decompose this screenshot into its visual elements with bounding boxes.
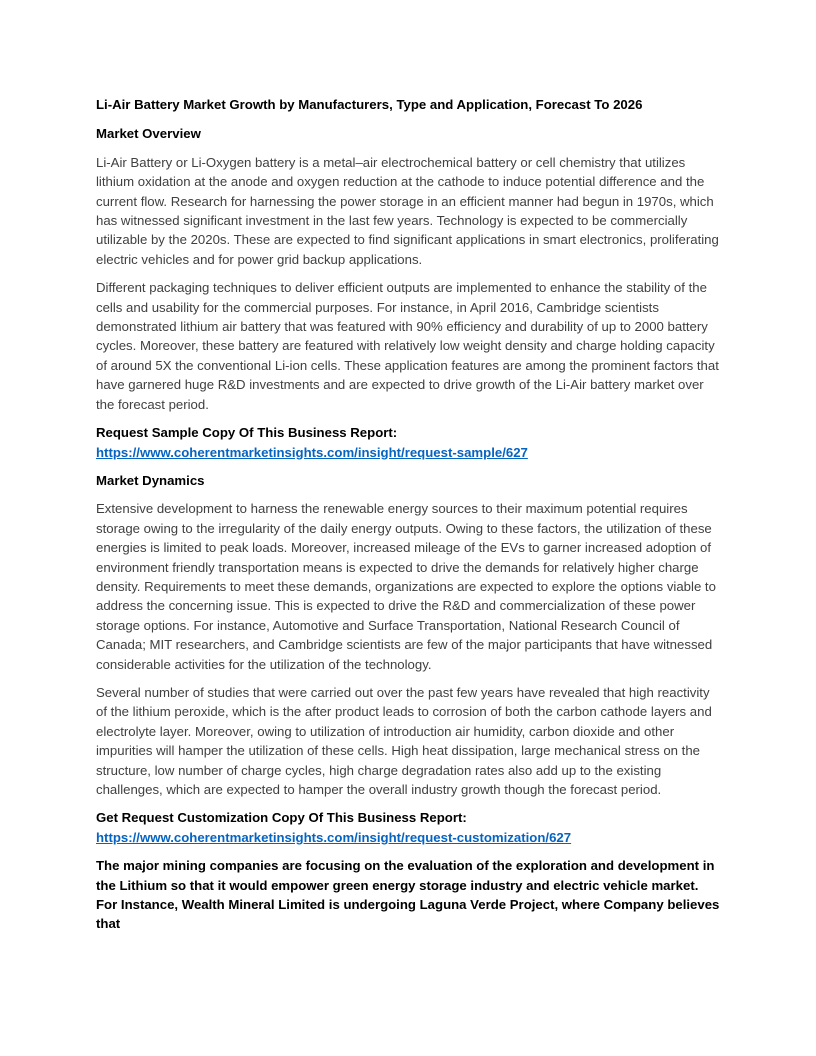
overview-paragraph-1: Li-Air Battery or Li-Oxygen battery is a metal–air electrochemical battery or cell chemistry that utilizes lithium oxidation at the anode and oxygen reduction at the cathode to induce potential difference and the current flow. Research for harnessing the power storage in an efficient manner had begun in 1970s, which has witnessed significant investment in the last few years. Technology is expected to be commercially utilizable by the 2020s. These are expected to find significant applications in smart electronics, proliferating electric vehicles and for power grid backup applications. — [96, 154, 719, 267]
market-overview-heading: Market Overview — [96, 126, 201, 142]
dynamics-paragraph-2: Several number of studies that were carried out over the past few years have revealed that high reactivity of the lithium peroxide, which is the after product leads to corrosion of both the carbon cathode layers and electrolyte layer. Moreover, owing to utilization of introduction air humidity, carbon dioxide and other impurities will hamper the utilization of these cells. High heat dissipation, large mechanical stress on the structure, low number of charge cycles, high charge degradation rates also add up to the existing challenges, which are expected to hamper the overall industry growth though the forecast period. — [96, 684, 712, 797]
request-sample-link[interactable]: https://www.coherentmarketinsights.com/insight/request-sample/627 — [96, 444, 528, 460]
document-title: Li-Air Battery Market Growth by Manufacturers, Type and Application, Forecast To 2026 — [96, 97, 643, 112]
closing-paragraph: The major mining companies are focusing on the evaluation of the exploration and development in the Lithium so that it would empower green energy storage industry and electric vehicle market. For Instance, Wealth Mineral Limited is undergoing Laguna Verde Project, where Company believes that — [96, 858, 720, 932]
market-dynamics-heading: Market Dynamics — [96, 472, 205, 488]
overview-paragraph-2: Different packaging techniques to deliver efficient outputs are implemented to enhance the stability of the cells and usability for the commercial purposes. For instance, in April 2016, Cambridge scientists demonstrated lithium air battery that was featured with 90% efficiency and durability of up to 2000 battery cycles. Moreover, these battery are featured with relatively low weight density and charge holding capacity of around 5X the conventional Li-ion cells. These application features are among the prominent factors that have garnered huge R&D investments and are expected to drive growth of the Li-Air battery market over the forecast period. — [96, 280, 719, 412]
request-sample-block — [96, 423, 722, 462]
dynamics-paragraph-1: Extensive development to harness the renewable energy sources to their maximum potential requires storage owing to the irregularity of the daily energy outputs. Owing to these factors, the utilization of these energies is limited to peak loads. Moreover, increased mileage of the EVs to garner increased adoption of environment friendly transportation means is expected to drive the demands for relatively higher charge density. Requirements to meet these demands, organizations are expected to explore the options viable to address the concerning issue. This is expected to drive the R&D and commercialization of these power storage options. For instance, Automotive and Surface Transportation, National Research Council of Canada; MIT researchers, and Cambridge scientists are few of the major participants that have witnessed considerable activities for the utilization of the technology. — [96, 501, 716, 672]
request-customization-label: Get Request Customization Copy Of This Business Report: — [96, 810, 467, 826]
request-customization-block — [96, 808, 722, 847]
request-customization-link[interactable]: https://www.coherentmarketinsights.com/insight/request-customization/627 — [96, 829, 572, 845]
request-sample-label: Request Sample Copy Of This Business Report: — [96, 425, 398, 441]
document-page — [96, 95, 722, 934]
